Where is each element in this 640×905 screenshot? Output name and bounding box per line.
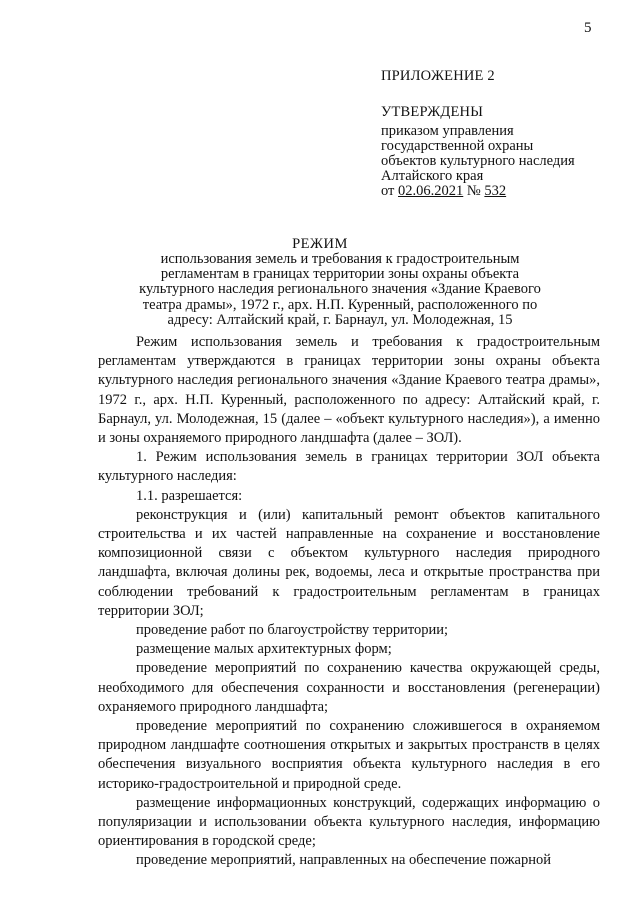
paragraph: проведение мероприятий, направленных на обеспечение пожарной xyxy=(136,852,551,869)
approval-date: 02.06.2021 xyxy=(398,183,464,199)
approval-line-2: государственной охраны xyxy=(381,138,534,154)
paragraph: реконструкция и (или) капитальный ремонт объектов капитального строительства и их частей направленные на сохранение и восстановление композиционной связи с объектом культурного наследия природного ландшафта, включая долины рек, водоемы, леса и открытые пространства при соблюдении требований к градостроительным регламентам в границах территории ЗОЛ; xyxy=(98,506,600,619)
paragraph: 1. Режим использования земель в границах территории ЗОЛ объекта культурного наследия: xyxy=(98,449,600,485)
page-number: 5 xyxy=(584,20,592,36)
appendix-label: ПРИЛОЖЕНИЕ 2 xyxy=(381,68,495,84)
paragraph: размещение информационных конструкций, содержащих информацию о популяризации и использовании объекта культурного наследия, информацию ориентирования в городской среде; xyxy=(98,794,600,850)
approval-number: 532 xyxy=(484,183,507,199)
approval-line-3: объектов культурного наследия xyxy=(381,153,575,169)
paragraph: проведение работ по благоустройству территории; xyxy=(136,622,449,639)
document-body xyxy=(98,333,600,871)
approval-line-4: Алтайского края xyxy=(381,168,484,184)
approval-prefix: от xyxy=(381,183,395,199)
regime-title: РЕЖИМ xyxy=(292,236,348,252)
approval-block xyxy=(381,105,575,199)
approval-order-line xyxy=(381,184,575,199)
paragraph: проведение мероприятий по сохранению качества окружающей среды, необходимого для обеспечения сохранности и восстановления (регенерации) охраняемого природного ландшафта; xyxy=(98,660,600,715)
approval-number-sign: № xyxy=(466,183,481,199)
approval-line-1: приказом управления xyxy=(381,123,514,139)
regime-subtitle: использования земель и требования к градостроительным регламентам в границах территории зоны охраны объекта культурного наследия регионального значения «Здание Краевого театра драмы», 1972 г., арх. Н.П. Куренный, расположенного по адресу: Алтайский край, г. Барнаул, ул. Молодежная, 15 xyxy=(139,251,541,328)
approval-title: УТВЕРЖДЕНЫ xyxy=(381,104,484,120)
paragraph: проведение мероприятий по сохранению сложившегося в охраняемом природном ландшафте соотношения открытых и закрытых пространств в целях обеспечения визуального восприятия объекта культурного наследия в его историко-градостроительной и природной среде. xyxy=(98,718,600,792)
paragraph: размещение малых архитектурных форм; xyxy=(136,641,392,658)
paragraph: Режим использования земель и требования к градостроительным регламентам утверждаются в границах территории зоны охраны объекта культурного наследия регионального значения «Здание Краевого театра драмы», 1972 г., арх. Н.П. Куренный, расположенного по адресу: Алтайский край, г. Барнаул, ул. Молодежная, 15 (далее – «объект культурного наследия»), а именно и зоны охраняемого природного ландшафта (далее – ЗОЛ). xyxy=(98,334,600,447)
paragraph: 1.1. разрешается: xyxy=(136,487,243,504)
